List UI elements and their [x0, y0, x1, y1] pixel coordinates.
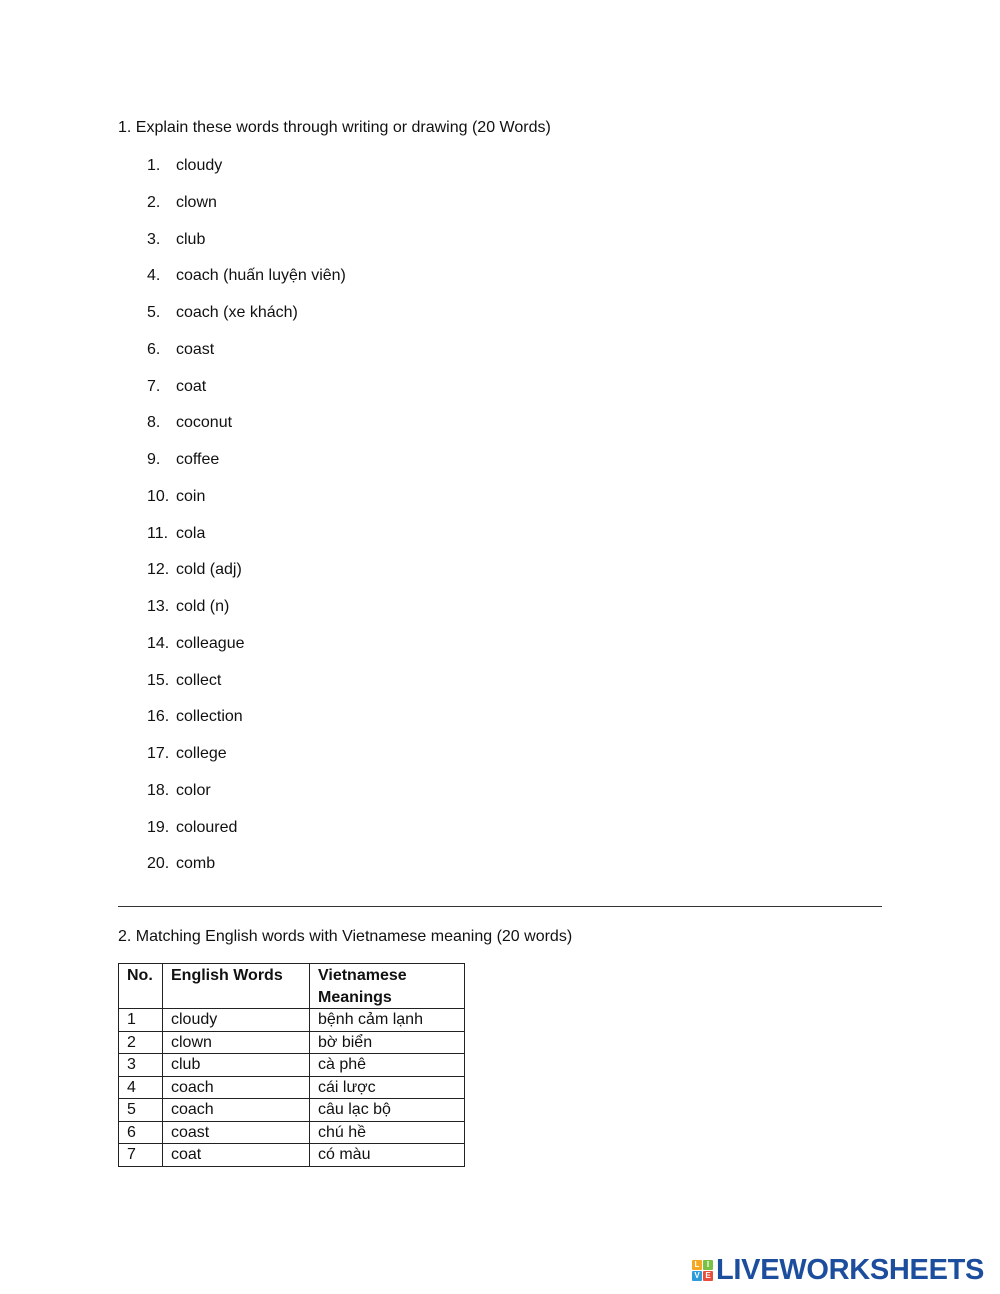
logo-mark-v: V [692, 1271, 702, 1281]
list-item [118, 854, 346, 891]
list-item-word: club [176, 230, 206, 248]
cell-vietnamese-meaning: bệnh cảm lạnh [310, 1009, 465, 1032]
list-item-word: coloured [176, 818, 238, 836]
list-item-word: collect [176, 671, 222, 689]
list-item-word: cloudy [176, 157, 223, 174]
cell-no: 5 [119, 1099, 163, 1122]
list-item-word: coffee [176, 451, 220, 468]
table-header-row [119, 964, 465, 1009]
list-item [118, 303, 346, 340]
list-item-number: 12. [147, 561, 170, 579]
list-item-number: 16. [147, 708, 170, 726]
cell-vietnamese-meaning: cái lược [310, 1076, 465, 1099]
list-item [118, 413, 346, 450]
list-item-number: 4. [147, 267, 161, 285]
section-2-title: 2. Matching English words with Vietnamese meaning (20 words) [118, 928, 573, 945]
list-item-word: cold (adj) [176, 561, 242, 579]
table-row [119, 1099, 465, 1122]
list-item [118, 266, 346, 303]
list-item [118, 487, 346, 524]
cell-english-word: cloudy [163, 1009, 310, 1032]
table-row [119, 1031, 465, 1054]
list-item [118, 634, 346, 671]
list-item [118, 781, 346, 818]
list-item-word: collection [176, 708, 243, 726]
word-list [118, 156, 346, 891]
list-item-word: clown [176, 193, 217, 211]
cell-english-word: coach [163, 1076, 310, 1099]
list-item-word: color [176, 781, 211, 799]
list-item-word: coat [176, 377, 207, 395]
matching-table [118, 963, 465, 1167]
logo-mark-icon [692, 1260, 713, 1281]
table-row [119, 1121, 465, 1144]
list-item [118, 156, 346, 193]
list-item-word: coast [176, 340, 215, 358]
table-row [119, 1054, 465, 1077]
list-item-number: 7. [147, 377, 161, 395]
logo-mark-l: L [692, 1260, 702, 1270]
list-item [118, 744, 346, 781]
list-item-number: 14. [147, 634, 170, 652]
section-divider [118, 906, 882, 907]
list-item-word: coin [176, 487, 206, 505]
section-1-title: 1. Explain these words through writing or drawing (20 Words) [118, 119, 551, 136]
logo-mark-e: E [703, 1271, 713, 1281]
cell-vietnamese-meaning: có màu [310, 1144, 465, 1167]
list-item-number: 18. [147, 781, 170, 799]
cell-english-word: clown [163, 1031, 310, 1054]
cell-no: 7 [119, 1144, 163, 1167]
header-vietnamese-meanings: Vietnamese Meanings [310, 964, 465, 1009]
table-row [119, 1076, 465, 1099]
list-item [118, 818, 346, 855]
list-item-number: 8. [147, 414, 161, 432]
list-item-number: 17. [147, 745, 170, 762]
list-item-word: coach (huấn luyện viên) [176, 267, 346, 285]
list-item [118, 671, 346, 708]
list-item-number: 2. [147, 193, 161, 211]
cell-no: 2 [119, 1031, 163, 1054]
list-item [118, 340, 346, 377]
list-item [118, 193, 346, 230]
list-item-word: coconut [176, 414, 233, 432]
logo-mark-i: I [703, 1260, 713, 1270]
list-item-word: college [176, 745, 227, 762]
cell-english-word: coach [163, 1099, 310, 1122]
list-item-word: cold (n) [176, 598, 230, 615]
cell-vietnamese-meaning: bờ biển [310, 1031, 465, 1054]
list-item-number: 19. [147, 818, 170, 836]
cell-english-word: coat [163, 1144, 310, 1167]
list-item-word: colleague [176, 634, 245, 652]
cell-vietnamese-meaning: cà phê [310, 1054, 465, 1077]
liveworksheets-logo [692, 1255, 984, 1285]
cell-no: 1 [119, 1009, 163, 1032]
table-row [119, 1144, 465, 1167]
cell-no: 4 [119, 1076, 163, 1099]
cell-vietnamese-meaning: chú hề [310, 1121, 465, 1144]
header-english-words: English Words [163, 964, 310, 1009]
cell-vietnamese-meaning: câu lạc bộ [310, 1099, 465, 1122]
list-item [118, 450, 346, 487]
header-no: No. [119, 964, 163, 1009]
list-item-number: 1. [147, 157, 161, 174]
list-item [118, 230, 346, 267]
list-item [118, 707, 346, 744]
list-item-number: 6. [147, 340, 161, 358]
list-item-word: cola [176, 524, 206, 542]
cell-english-word: coast [163, 1121, 310, 1144]
list-item-number: 15. [147, 671, 170, 689]
list-item-number: 9. [147, 451, 161, 468]
list-item-number: 10. [147, 487, 170, 505]
list-item-number: 5. [147, 304, 161, 321]
list-item-number: 20. [147, 855, 170, 873]
list-item [118, 597, 346, 634]
list-item [118, 377, 346, 414]
cell-no: 6 [119, 1121, 163, 1144]
list-item-number: 11. [147, 524, 169, 542]
cell-no: 3 [119, 1054, 163, 1077]
list-item-number: 3. [147, 230, 161, 248]
cell-english-word: club [163, 1054, 310, 1077]
list-item-word: coach (xe khách) [176, 304, 298, 321]
logo-text: LIVEWORKSHEETS [716, 1254, 985, 1286]
list-item [118, 560, 346, 597]
table-row [119, 1009, 465, 1032]
list-item-word: comb [176, 855, 216, 873]
list-item-number: 13. [147, 598, 170, 615]
list-item [118, 524, 346, 561]
